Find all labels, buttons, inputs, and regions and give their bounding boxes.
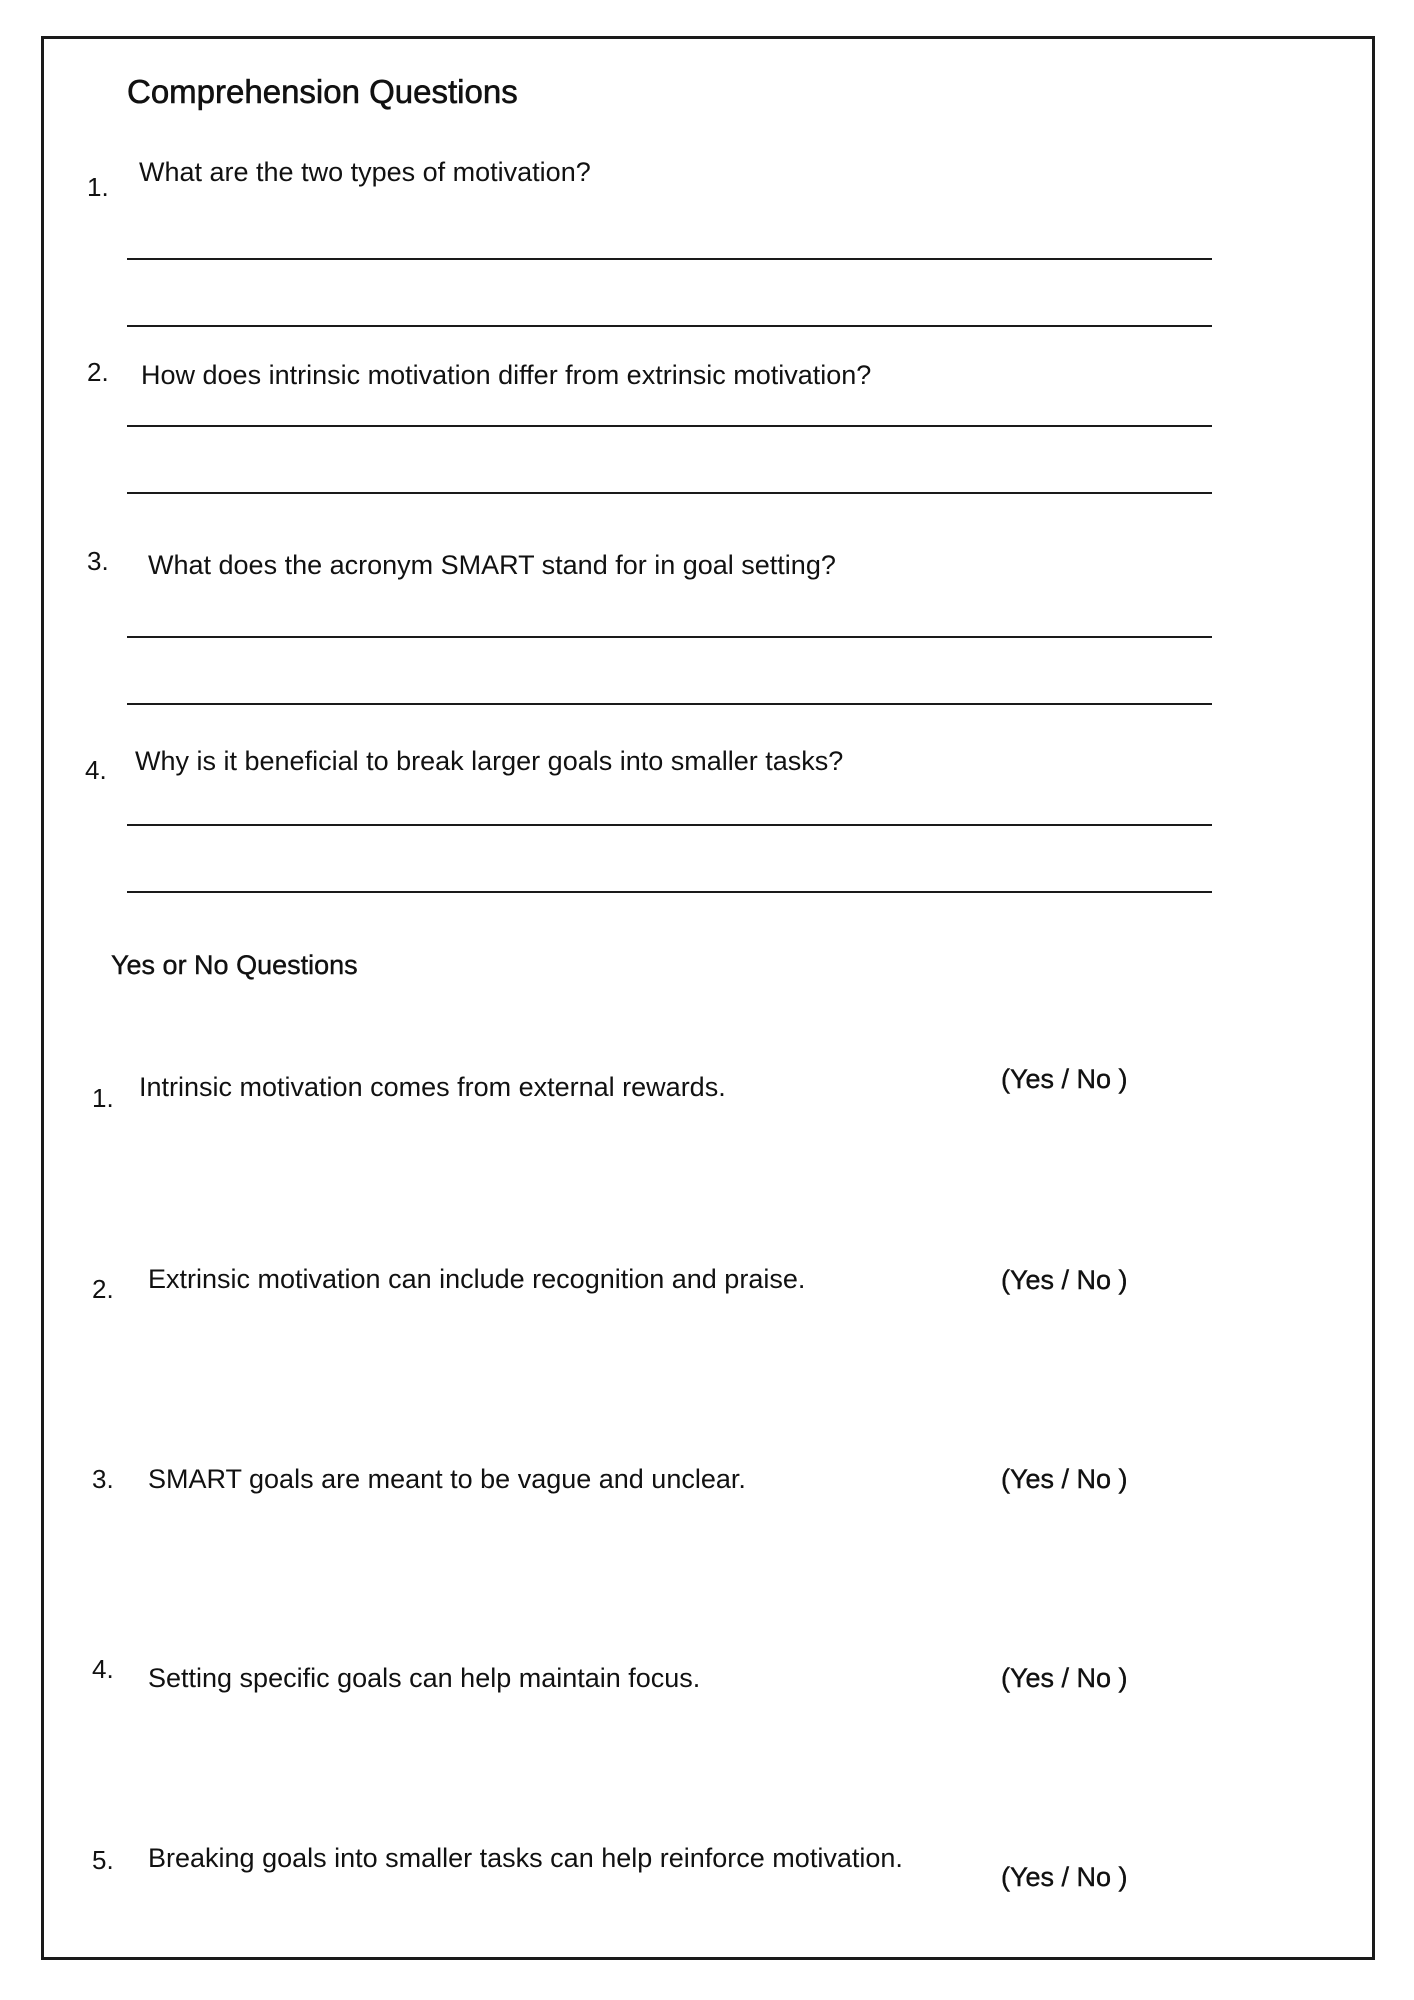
- yes-no-q3-choice[interactable]: (Yes / No ): [1001, 1464, 1128, 1494]
- comprehension-q3-text: What does the acronym SMART stand for in goal setting?: [148, 550, 836, 580]
- comprehension-q1-number: 1.: [87, 172, 109, 202]
- comprehension-q1-answer-line-2[interactable]: [127, 325, 1212, 327]
- yes-no-q5-text: Breaking goals into smaller tasks can help reinforce motivation.: [148, 1843, 903, 1873]
- comprehension-q2-answer-line-2[interactable]: [127, 492, 1212, 494]
- comprehension-title: Comprehension Questions: [127, 73, 518, 110]
- comprehension-q4-answer-line-1[interactable]: [127, 824, 1212, 826]
- comprehension-q2-number: 2.: [87, 357, 109, 387]
- yes-no-q4-text: Setting specific goals can help maintain focus.: [148, 1663, 701, 1693]
- yes-no-q3-number: 3.: [92, 1464, 114, 1494]
- comprehension-q2-text: How does intrinsic motivation differ from extrinsic motivation?: [141, 360, 872, 390]
- comprehension-q3-number: 3.: [87, 546, 109, 576]
- yes-no-q4-number: 4.: [92, 1654, 114, 1684]
- yes-no-q5-number: 5.: [92, 1845, 114, 1875]
- yes-no-q2-text: Extrinsic motivation can include recognition and praise.: [148, 1264, 806, 1294]
- yes-no-q5-choice[interactable]: (Yes / No ): [1001, 1862, 1128, 1892]
- yes-no-q1-number: 1.: [92, 1083, 114, 1113]
- comprehension-q4-number: 4.: [85, 755, 107, 785]
- comprehension-q1-answer-line-1[interactable]: [127, 258, 1212, 260]
- comprehension-q3-answer-line-2[interactable]: [127, 703, 1212, 705]
- yes-no-q2-choice[interactable]: (Yes / No ): [1001, 1265, 1128, 1295]
- comprehension-q4-answer-line-2[interactable]: [127, 891, 1212, 893]
- yes-no-q4-choice[interactable]: (Yes / No ): [1001, 1663, 1128, 1693]
- comprehension-q4-text: Why is it beneficial to break larger goals into smaller tasks?: [135, 746, 844, 776]
- yes-no-title: Yes or No Questions: [111, 950, 358, 980]
- yes-no-q3-text: SMART goals are meant to be vague and unclear.: [148, 1464, 746, 1494]
- yes-no-q1-choice[interactable]: (Yes / No ): [1001, 1064, 1128, 1094]
- yes-no-q2-number: 2.: [92, 1274, 114, 1304]
- comprehension-q3-answer-line-1[interactable]: [127, 636, 1212, 638]
- comprehension-q2-answer-line-1[interactable]: [127, 425, 1212, 427]
- comprehension-q1-text: What are the two types of motivation?: [139, 157, 591, 187]
- yes-no-q1-text: Intrinsic motivation comes from external rewards.: [139, 1072, 726, 1102]
